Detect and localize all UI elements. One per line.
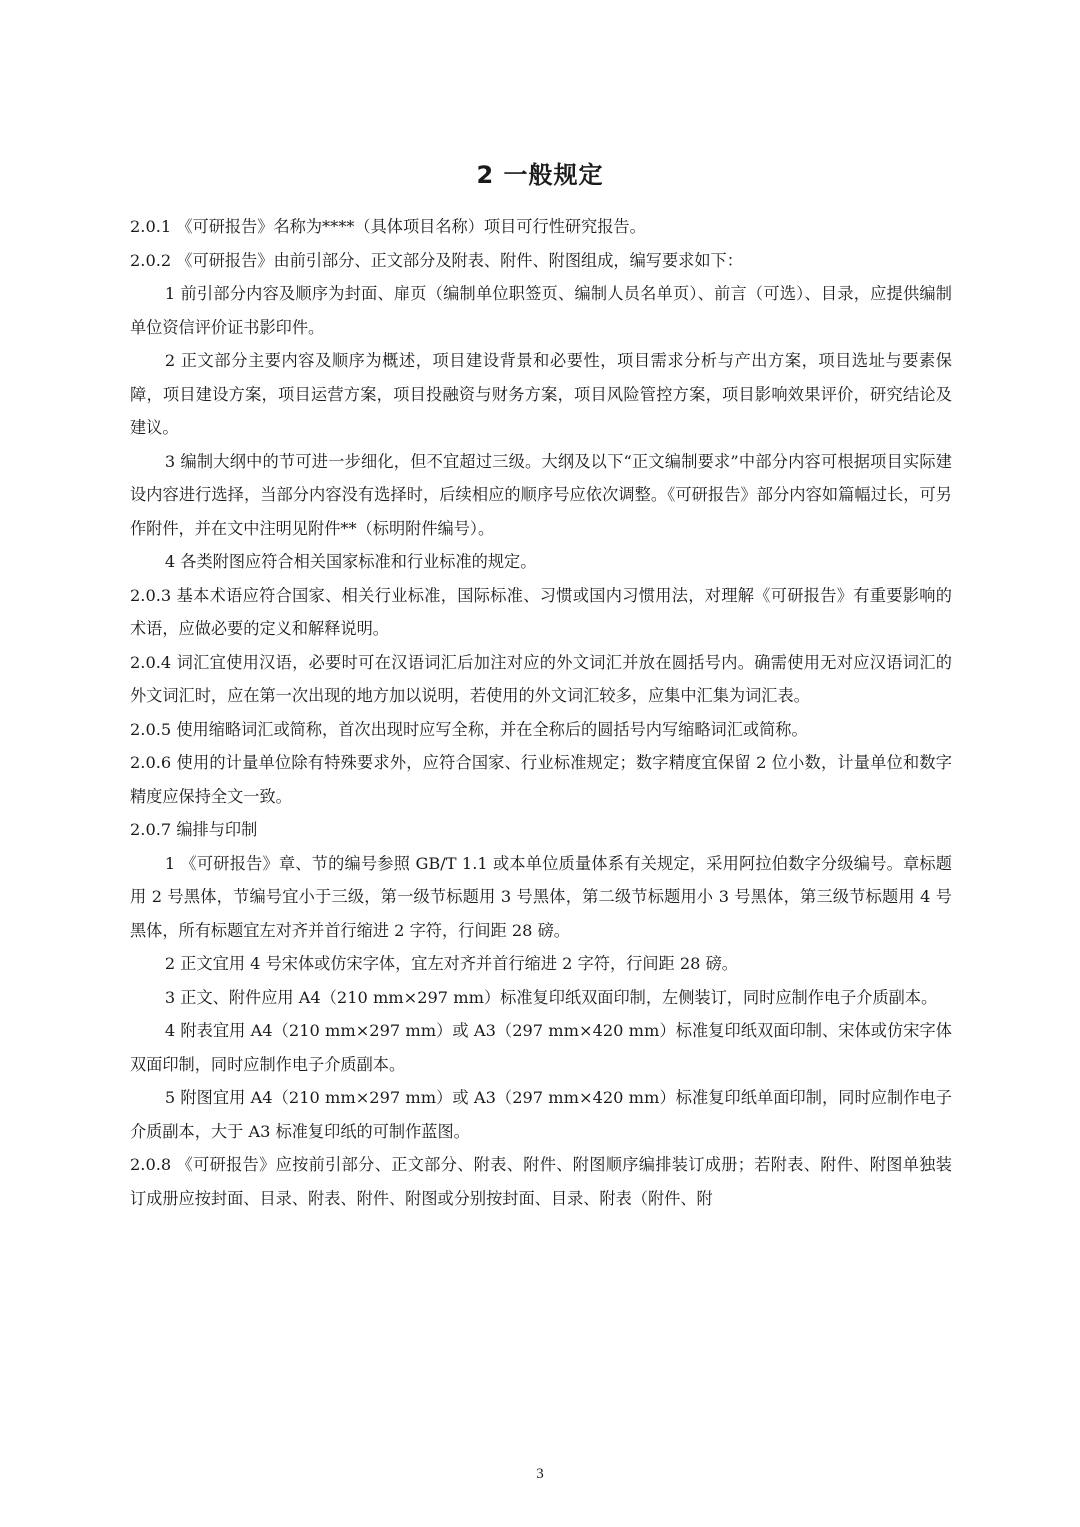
clause-2-0-3: 2.0.3 基本术语应符合国家、相关行业标准，国际标准、习惯或国内习惯用法，对理解《可研报告》有重要影响的术语，应做必要的定义和解释说明。	[130, 585, 952, 638]
clause-2-0-7-item-1: 1 《可研报告》章、节的编号参照 GB/T 1.1 或本单位质量体系有关规定，采用阿拉伯数字分级编号。章标题用 2 号黑体，节编号宜小于三级，第一级节标题用 3 号黑体，第二级节标题用小 3 号黑体，第三级节标题用 4 号黑体，所有标题宜左对齐并首行缩进 2 字符，行间距 28 磅。	[130, 853, 952, 940]
clause-2-0-1: 2.0.1 《可研报告》名称为****（具体项目名称）项目可行性研究报告。	[130, 217, 646, 236]
clause-2-0-2-item-1: 1 前引部分内容及顺序为封面、扉页（编制单位职签页、编制人员名单页）、前言（可选）、目录，应提供编制单位资信评价证书影印件。	[130, 284, 952, 337]
clause-2-0-2-item-3: 3 编制大纲中的节可进一步细化，但不宜超过三级。大纲及以下“正文编制要求”中部分内容可根据项目实际建设内容进行选择，当部分内容没有选择时，后续相应的顺序号应依次调整。《可研报告》部分内容如篇幅过长，可另作附件，并在文中注明见附件**（标明附件编号）。	[130, 451, 952, 538]
body-text	[130, 210, 952, 1215]
clause-2-0-2-item-4: 4 各类附图应符合相关国家标准和行业标准的规定。	[164, 552, 537, 571]
clause-2-0-5: 2.0.5 使用缩略词汇或简称，首次出现时应写全称，并在全称后的圆括号内写缩略词汇或简称。	[130, 719, 808, 739]
clause-2-0-7-item-2: 2 正文宜用 4 号宋体或仿宋字体，宜左对齐并首行缩进 2 字符，行间距 28 磅。	[164, 954, 738, 973]
clause-2-0-6: 2.0.6 使用的计量单位除有特殊要求外，应符合国家、行业标准规定；数字精度宜保留 2 位小数，计量单位和数字精度应保持全文一致。	[130, 753, 952, 806]
clause-2-0-4: 2.0.4 词汇宜使用汉语，必要时可在汉语词汇后加注对应的外文词汇并放在圆括号内。确需使用无对应汉语词汇的外文词汇时，应在第一次出现的地方加以说明，若使用的外文词汇较多，应集中汇集为词汇表。	[130, 652, 952, 705]
clause-2-0-2: 2.0.2 《可研报告》由前引部分、正文部分及附表、附件、附图组成，编写要求如下：	[130, 250, 743, 270]
clause-2-0-7-item-4: 4 附表宜用 A4（210 mm×297 mm）或 A3（297 mm×420 mm）标准复印纸双面印制、宋体或仿宋字体双面印制，同时应制作电子介质副本。	[130, 1021, 952, 1074]
clause-2-0-8: 2.0.8 《可研报告》应按前引部分、正文部分、附表、附件、附图顺序编排装订成册；若附表、附件、附图单独装订成册应按封面、目录、附表、附件、附图或分别按封面、目录、附表（附件、附	[130, 1155, 952, 1208]
clause-2-0-7-item-5: 5 附图宜用 A4（210 mm×297 mm）或 A3（297 mm×420 mm）标准复印纸单面印制，同时应制作电子介质副本，大于 A3 标准复印纸的可制作蓝图。	[130, 1088, 952, 1141]
clause-2-0-2-item-2: 2 正文部分主要内容及顺序为概述，项目建设背景和必要性，项目需求分析与产出方案，项目选址与要素保障，项目建设方案，项目运营方案，项目投融资与财务方案，项目风险管控方案，项目影响效果评价，研究结论及建议。	[130, 351, 952, 437]
clause-2-0-7-item-3: 3 正文、附件应用 A4（210 mm×297 mm）标准复印纸双面印制，左侧装订，同时应制作电子介质副本。	[164, 987, 938, 1007]
section-heading: 2 一般规定	[476, 161, 604, 189]
clause-2-0-7: 2.0.7 编排与印制	[130, 820, 258, 839]
page-number: 3	[536, 1466, 544, 1482]
